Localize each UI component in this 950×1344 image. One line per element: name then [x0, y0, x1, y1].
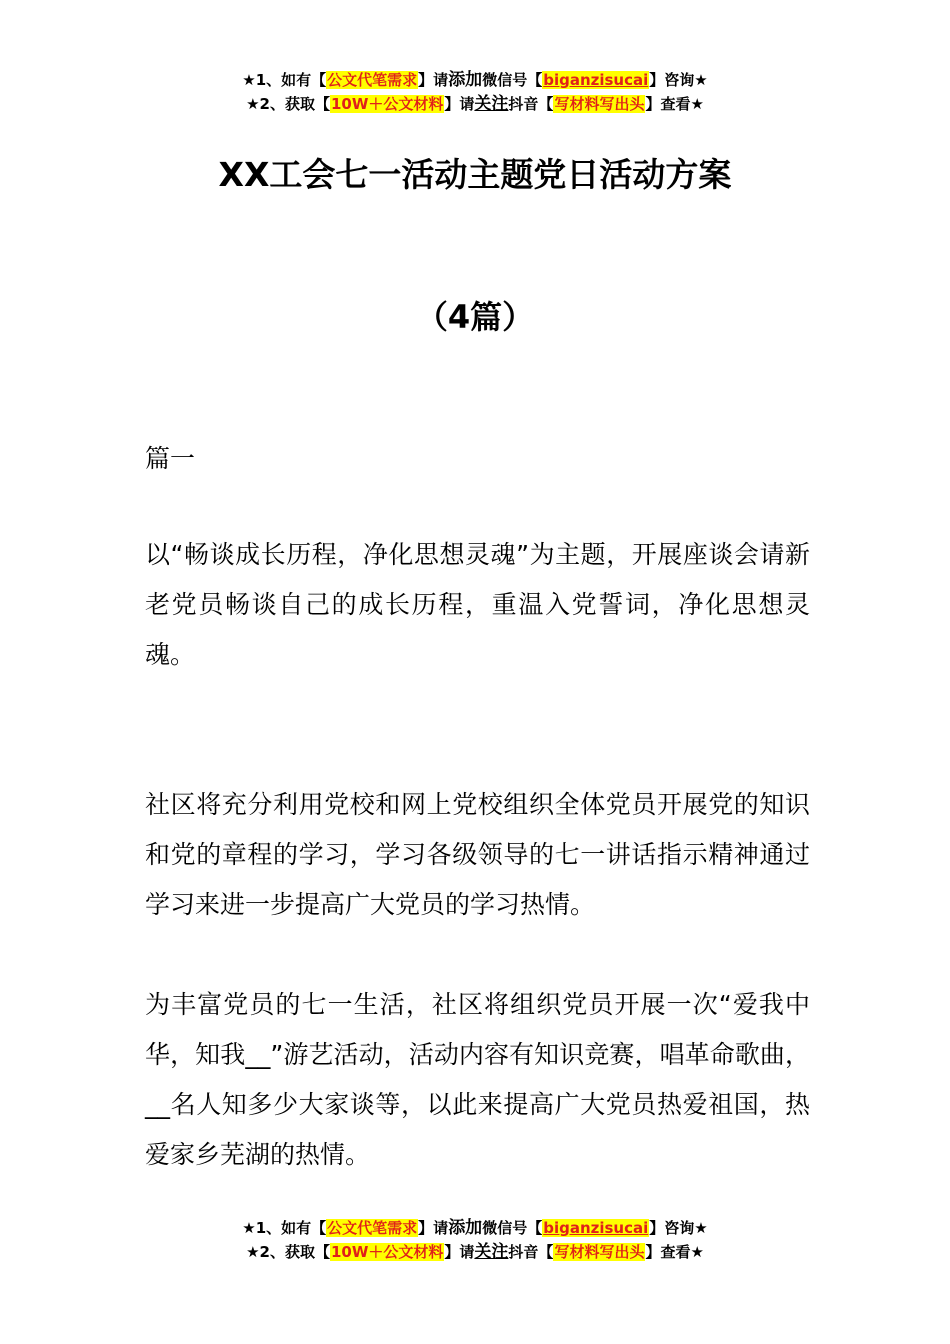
body-paragraph: 为丰富党员的七一生活，社区将组织党员开展一次“爱我中华，知我__”游艺活动，活动内容有知识竞赛，唱革命歌曲，__名人知多少大家谈等，以此来提高广大党员热爱祖国，热爱家乡芜湖的热情。	[145, 990, 810, 1169]
promo-wechat-id[interactable]: biganzisucai	[543, 71, 649, 89]
promo-emphasis: 添加	[448, 1218, 483, 1238]
promo-douyin-id[interactable]: 写材料写出头	[554, 1243, 645, 1261]
promo-line-2	[0, 1240, 950, 1264]
promo-text: 】请	[444, 95, 475, 113]
promo-emphasis: 添加	[448, 70, 483, 90]
header-promo-banner	[0, 68, 950, 116]
promo-highlight: 10W＋公文材料	[330, 1243, 444, 1261]
promo-wechat-id[interactable]: biganzisucai	[543, 1219, 649, 1237]
promo-douyin-id[interactable]: 写材料写出头	[554, 95, 645, 113]
promo-text: 】查看★	[645, 1243, 704, 1261]
promo-text: 微信号【	[482, 1219, 543, 1237]
promo-text: 】咨询★	[649, 1219, 708, 1237]
promo-line-1	[0, 1216, 950, 1240]
body-paragraph: 以“畅谈成长历程，净化思想灵魂”为主题，开展座谈会请新老党员畅谈自己的成长历程，重温入党誓词，净化思想灵魂。	[145, 540, 810, 669]
promo-text: ★1、如有【	[242, 1219, 327, 1237]
promo-text: 】查看★	[645, 95, 704, 113]
promo-text: ★2、获取【	[246, 1243, 330, 1261]
promo-text: ★2、获取【	[246, 95, 330, 113]
promo-highlight: 公文代笔需求	[327, 71, 418, 89]
promo-highlight: 10W＋公文材料	[330, 95, 444, 113]
promo-text: 抖音【	[508, 95, 554, 113]
body-paragraph: 社区将充分利用党校和网上党校组织全体党员开展党的知识和党的章程的学习，学习各级领导的七一讲话指示精神通过学习来进一步提高广大党员的学习热情。	[145, 790, 810, 919]
promo-emphasis: 关注	[474, 1242, 509, 1262]
promo-emphasis: 关注	[474, 94, 509, 114]
section-heading: 篇一	[145, 444, 196, 473]
promo-line-1	[0, 68, 950, 92]
footer-promo-banner	[0, 1216, 950, 1264]
promo-text: 微信号【	[482, 71, 543, 89]
document-subtitle: （4篇）	[415, 298, 535, 336]
promo-text: 抖音【	[508, 1243, 554, 1261]
promo-text: 】请	[418, 1219, 449, 1237]
promo-text: 】请	[444, 1243, 475, 1261]
promo-text: 】请	[418, 71, 449, 89]
document-title: XX工会七一活动主题党日活动方案	[218, 155, 732, 194]
promo-text: ★1、如有【	[242, 71, 327, 89]
promo-text: 】咨询★	[649, 71, 708, 89]
promo-line-2	[0, 92, 950, 116]
promo-highlight: 公文代笔需求	[327, 1219, 418, 1237]
